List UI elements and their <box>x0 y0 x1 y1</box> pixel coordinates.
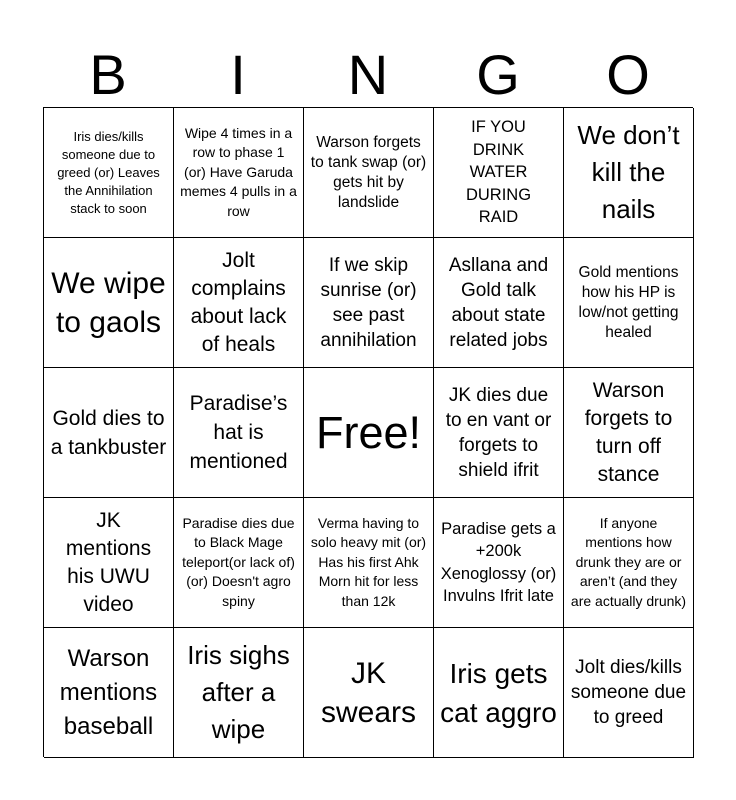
cell-text: We wipe to gaols <box>51 266 166 339</box>
bingo-cell[interactable] <box>564 628 694 758</box>
bingo-cell[interactable] <box>434 628 564 758</box>
cell-text: If we skip sunrise (or) see past annihilation <box>320 254 417 351</box>
cell-text: IF YOU DRINK WATER DURING RAID <box>465 118 532 227</box>
bingo-cell[interactable] <box>564 498 694 628</box>
bingo-cell[interactable] <box>174 238 304 368</box>
cell-text: Jolt dies/kills someone due to greed <box>570 657 687 728</box>
bingo-cell[interactable] <box>44 238 174 368</box>
cell-text: If anyone mentions how drunk they are or aren’t (and they are actually drunk) <box>570 514 687 609</box>
bingo-cell[interactable] <box>434 238 564 368</box>
header-letter-o: O <box>606 43 650 106</box>
cell-text: Jolt complains about lack of heals <box>190 248 287 356</box>
cell-text: Paradise’s hat is mentioned <box>189 392 288 473</box>
cell-text: Warson forgets to tank swap (or) gets hit by landslide <box>310 133 427 211</box>
bingo-cell-free[interactable] <box>304 368 434 498</box>
bingo-cell[interactable] <box>44 498 174 628</box>
cell-text: Paradise dies due to Black Mage teleport(or lack of) (or) Doesn't agro spiny <box>182 514 295 609</box>
bingo-cell[interactable] <box>564 368 694 498</box>
free-space-text: Free! <box>315 406 422 458</box>
bingo-header <box>43 40 693 110</box>
cell-text: JK mentions his UWU video <box>65 508 152 616</box>
bingo-cell[interactable] <box>304 628 434 758</box>
bingo-cell[interactable] <box>304 108 434 238</box>
bingo-cell[interactable] <box>44 108 174 238</box>
cell-text: Wipe 4 times in a row to phase 1 (or) Have Garuda memes 4 pulls in a row <box>180 124 297 219</box>
bingo-cell[interactable] <box>174 498 304 628</box>
bingo-cell[interactable] <box>434 498 564 628</box>
cell-text: Gold dies to a tankbuster <box>50 406 167 459</box>
cell-text: We don’t kill the nails <box>577 120 680 224</box>
cell-text: Iris sighs after a wipe <box>187 640 290 744</box>
bingo-cell[interactable] <box>174 368 304 498</box>
header-letter-b: B <box>89 43 127 106</box>
header-letter-n: N <box>347 43 389 106</box>
header-letter-g: G <box>476 43 520 106</box>
bingo-cell[interactable] <box>434 368 564 498</box>
cell-text: Verma having to solo heavy mit (or) Has his first Ahk Morn hit for less than 12k <box>310 514 427 609</box>
cell-text: Warson forgets to turn off stance <box>584 378 673 486</box>
bingo-cell[interactable] <box>174 628 304 758</box>
cell-text: Iris dies/kills someone due to greed (or) Leaves the Annihilation stack to soon <box>57 128 160 216</box>
header-letter-i: I <box>230 43 246 106</box>
bingo-cell[interactable] <box>304 498 434 628</box>
bingo-cell[interactable] <box>564 108 694 238</box>
cell-text: Warson mentions baseball <box>59 644 158 740</box>
bingo-cell[interactable] <box>304 238 434 368</box>
bingo-cell[interactable] <box>44 628 174 758</box>
bingo-grid <box>43 107 693 757</box>
bingo-cell[interactable] <box>174 108 304 238</box>
bingo-cell[interactable] <box>44 368 174 498</box>
cell-text: JK swears <box>320 656 417 729</box>
cell-text: Iris gets cat aggro <box>440 657 557 728</box>
cell-text: JK dies due to en vant or forgets to shield ifrit <box>445 384 552 481</box>
cell-text: Paradise gets a +200k Xenoglossy (or) Invulns Ifrit late <box>440 519 557 605</box>
cell-text: Gold mentions how his HP is low/not getting healed <box>578 263 679 341</box>
bingo-cell[interactable] <box>434 108 564 238</box>
bingo-cell[interactable] <box>564 238 694 368</box>
cell-text: Asllana and Gold talk about state related jobs <box>448 254 549 351</box>
